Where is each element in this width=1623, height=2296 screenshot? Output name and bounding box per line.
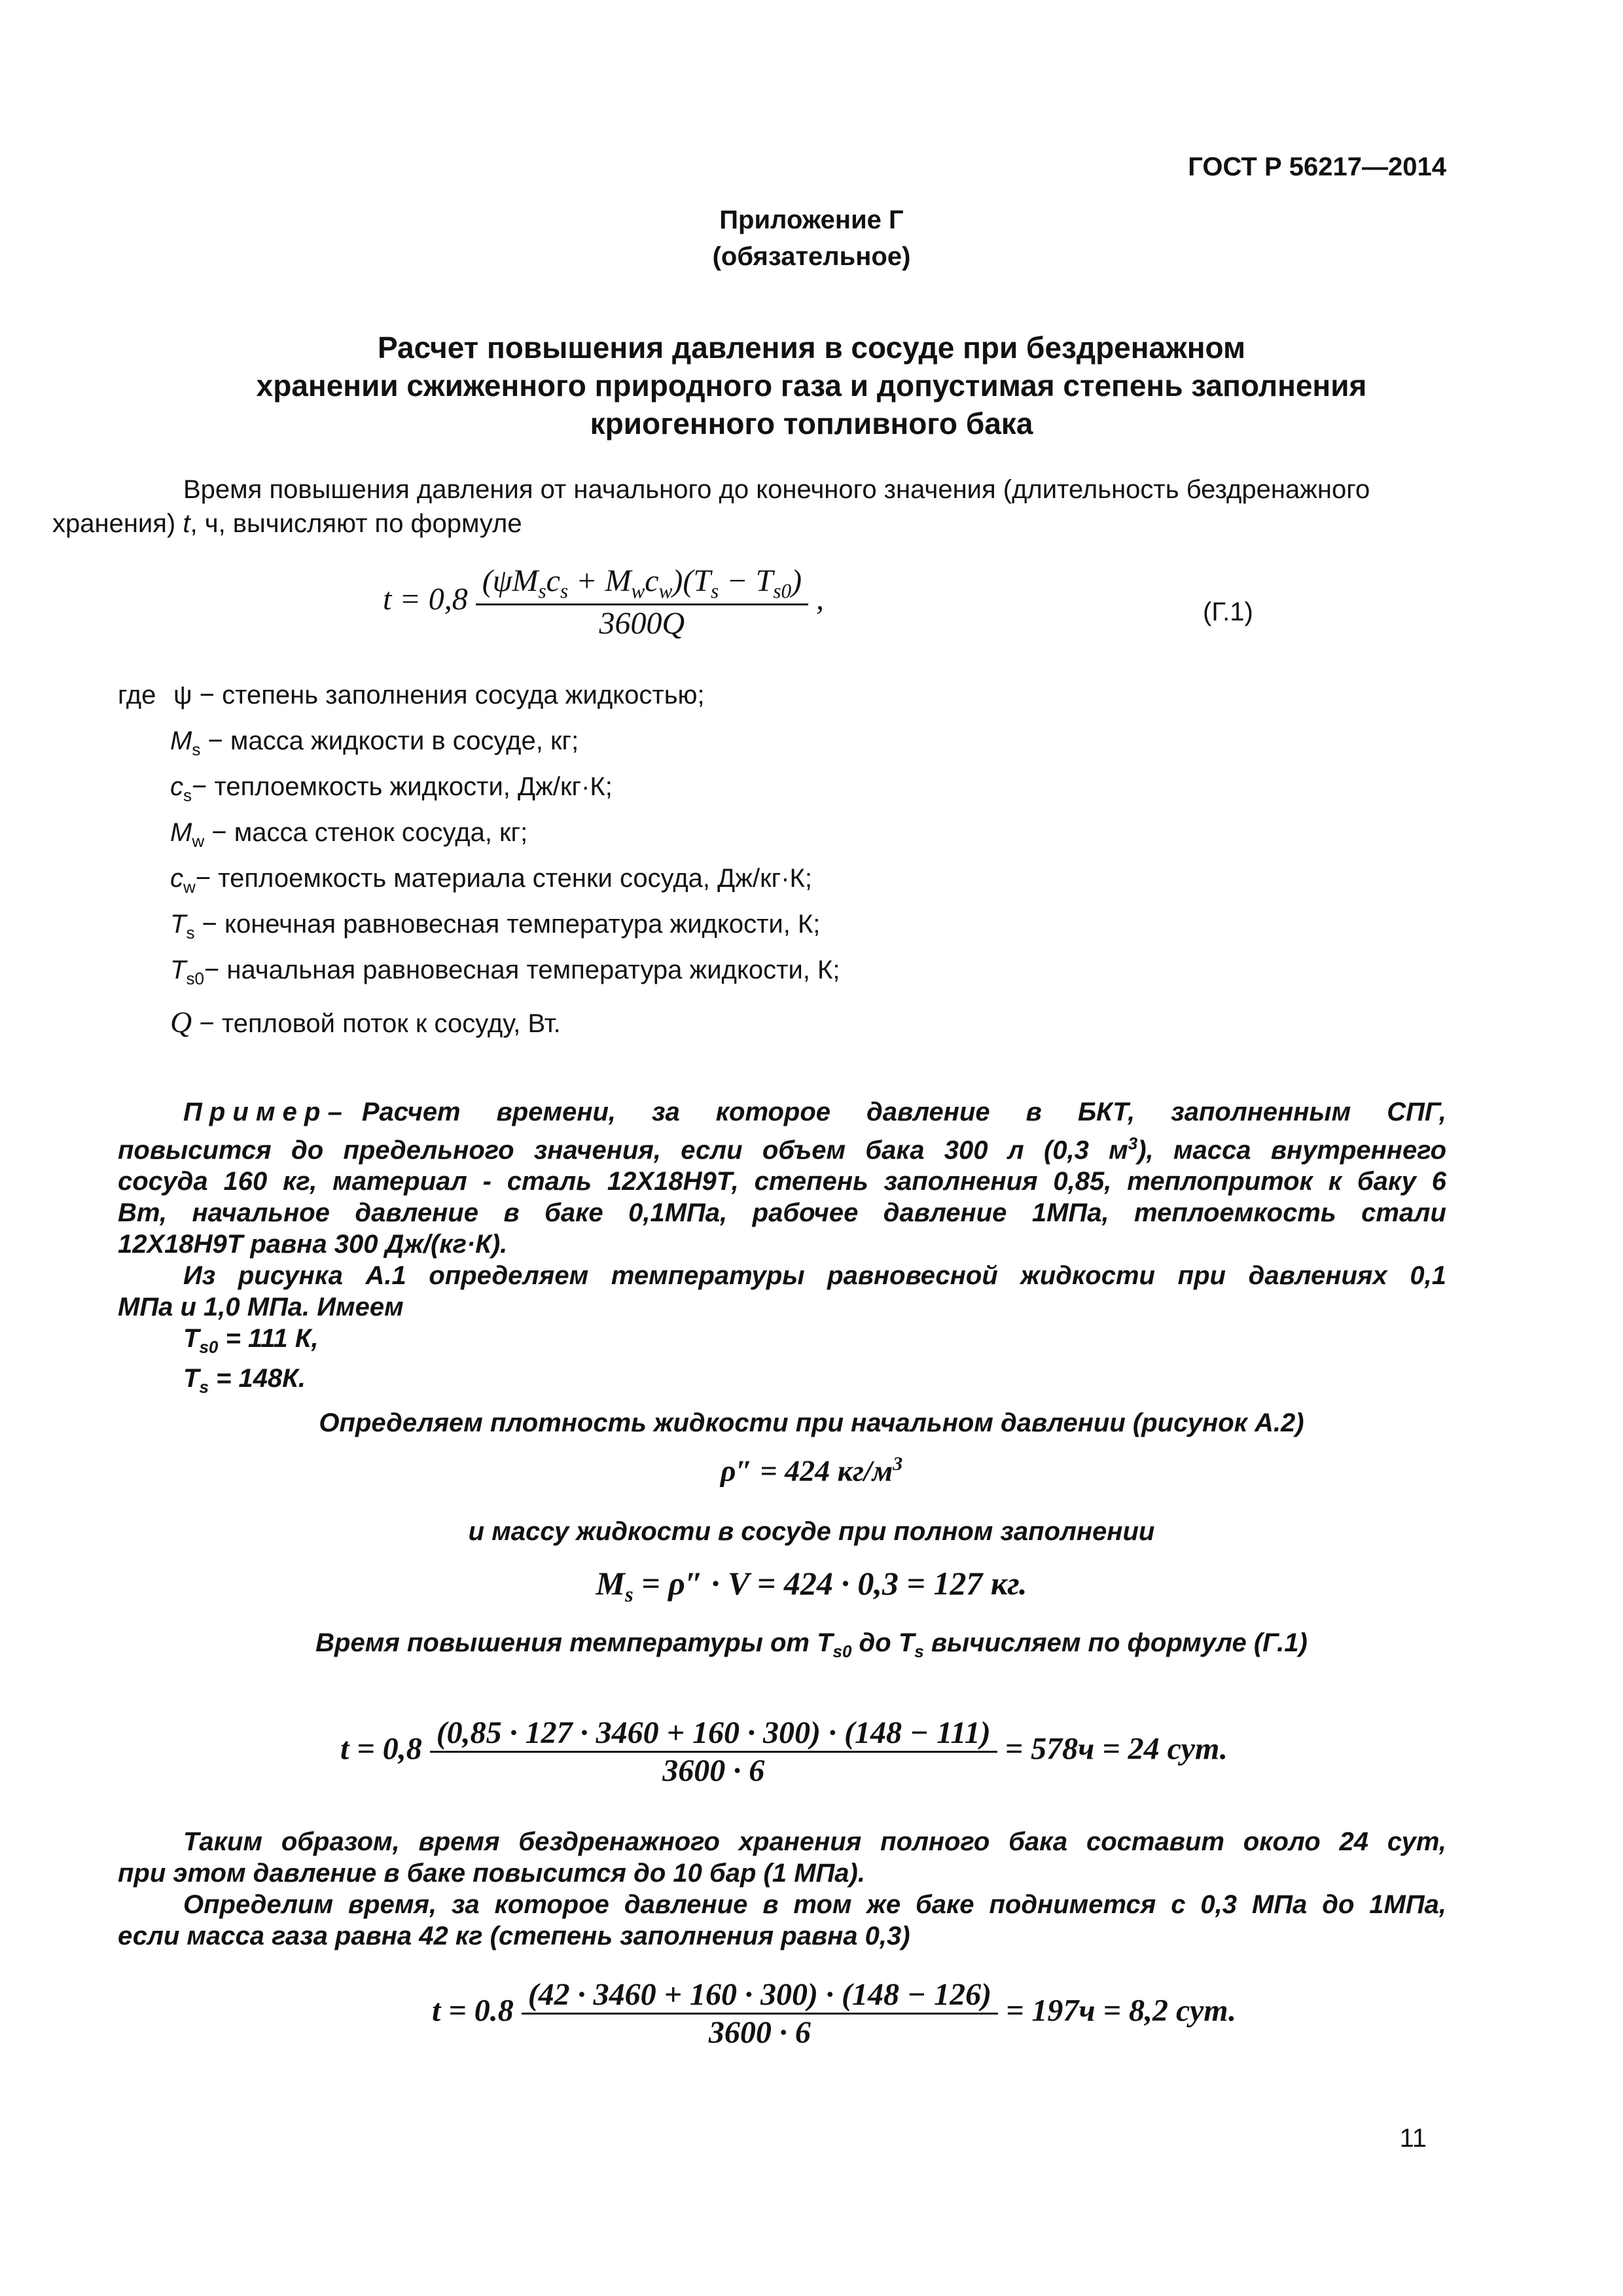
example-line-4: Вт, начальное давление в баке 0,1МПа, рабочее давление 1МПа, теплоемкость стали: [118, 1198, 1446, 1228]
example-line-7: МПа и 1,0 МПа. Имеем: [118, 1293, 404, 1322]
calc1-numerator: (0,85 · 127 · 3460 + 160 · 300) · (148 − 111): [430, 1715, 997, 1753]
calc2-rhs: = 197ч = 8,2 сут.: [1006, 1993, 1237, 2028]
example-ts0: $T_{s0} = 111$ К,: [183, 1324, 319, 1357]
document-title: [118, 329, 1505, 442]
formula-g1-numerator: $(\psi M_sc_s + M_wc_w)(T_s - T_{s0})$: [476, 563, 808, 605]
example-paragraph: [118, 1096, 1446, 1403]
def-q: Q − тепловой поток к сосуду, Вт.: [170, 1005, 561, 1039]
def-ts0: $T_{s0}-$ начальная равновесная температура жидкости, К;: [170, 956, 840, 988]
formula-g1-number: (Г.1): [1203, 598, 1253, 626]
calc1-fraction: [430, 1715, 997, 1789]
density-line: Определяем плотность жидкости при начальном давлении (рисунок А.2): [319, 1408, 1304, 1437]
conclusion-line-2: при этом давление в баке повысится до 10 бар (1 МПа).: [118, 1859, 865, 1888]
example-line-2: повысится до предельного значения, если объем бака 300 л (0,3 $м^3$), масса внутреннего: [118, 1134, 1446, 1165]
appendix-title: Приложение Г: [719, 206, 904, 234]
def-ms: $M_s$ − масса жидкости в сосуде, кг;: [170, 726, 579, 759]
where-word: где: [118, 681, 156, 709]
def-cs: $c_s-$ теплоемкость жидкости, Дж/кг·К;: [170, 772, 613, 805]
mass-line: и массу жидкости в сосуде при полном заполнении: [468, 1517, 1155, 1546]
example-ts: $T_s = 148К$.: [183, 1364, 306, 1397]
calc2-denominator: 3600 · 6: [708, 2015, 811, 2050]
example-line-6: Из рисунка А.1 определяем температуры равновесной жидкости при давлениях 0,1: [183, 1261, 1446, 1291]
mass-formula: $M_s = \rho'' \cdot V = 424 \cdot 0,3 = 127$ кг.: [596, 1565, 1027, 1607]
example-label: П р и м е р –: [183, 1098, 342, 1126]
example-line-5: 12Х18Н9Т равна 300 Дж/(кг·К).: [118, 1230, 508, 1259]
calc1-rhs: = 578ч = 24 сут.: [1005, 1731, 1228, 1767]
example-line-1: Расчет времени, за которое давление в БКТ, заполненным СПГ,: [361, 1098, 1446, 1126]
calc2-lhs: t = 0.8: [432, 1993, 514, 2028]
def-psi: ψ − степень заполнения сосуда жидкостью;: [173, 681, 705, 709]
calc2-formula: [432, 1977, 1236, 2051]
page-number: 11: [1399, 2124, 1427, 2153]
conclusion-line-4: если масса газа равна 42 кг (степень заполнения равна 0,3): [118, 1922, 910, 1950]
intro-line-1: Время повышения давления от начального до конечного значения (длительность бездренажного: [183, 475, 1370, 504]
def-cw: $c_w-$ теплоемкость материала стенки сосуда, Дж/кг·К;: [170, 864, 812, 897]
calc1-denominator: 3600 · 6: [662, 1753, 765, 1788]
calc2-fraction: [522, 1977, 998, 2051]
title-line-2: хранении сжиженного природного газа и допустимая степень заполнения: [256, 368, 1367, 403]
intro-t-symbol: t: [183, 509, 190, 538]
conclusion-line-3: Определим время, за которое давление в том же баке поднимется с 0,3 МПа до 1МПа,: [183, 1890, 1446, 1919]
calc1-formula: [340, 1715, 1228, 1789]
intro-line-2c: , ч, вычисляют по формуле: [190, 509, 522, 538]
conclusion-line-1: Таким образом, время бездренажного хранения полного бака составит около 24 сут,: [183, 1827, 1446, 1856]
density-formula: ρ″ = 424 $кг/м^3$: [720, 1453, 903, 1488]
appendix-heading: [118, 202, 1505, 275]
appendix-status: (обязательное): [712, 242, 911, 271]
conclusion-paragraph: [118, 1826, 1446, 1952]
calc2-numerator: (42 · 3460 + 160 · 300) · (148 − 126): [522, 1977, 998, 2015]
standard-header: ГОСТ Р 56217—2014: [1188, 152, 1446, 181]
intro-paragraph: [52, 473, 1446, 541]
def-ts: $T_s$ − конечная равновесная температура жидкости, К;: [170, 910, 821, 942]
calc1-lhs: t = 0,8: [340, 1731, 422, 1767]
formula-g1-lhs: t = 0,8: [383, 581, 468, 617]
time-line: Время повышения температуры от $T_{s0}$ до $T_s$ вычисляем по формуле (Г.1): [315, 1628, 1308, 1661]
intro-line-2a: хранения): [52, 509, 176, 538]
example-line-3: сосуда 160 кг, материал - сталь 12Х18Н9Т, степень заполнения 0,85, теплоприток к баку 6: [118, 1167, 1446, 1196]
formula-g1-fraction: [476, 563, 808, 641]
formula-g1: t = 0,8 $\frac{(\psi M_sc_s + M_wc_w)(T_s - T_{s0})}{3600Q}$ ,: [383, 564, 825, 641]
title-line-1: Расчет повышения давления в сосуде при бездренажном: [377, 331, 1246, 365]
formula-g1-denominator: 3600Q: [599, 605, 685, 641]
def-mw: $M_w$ − масса стенок сосуда, кг;: [170, 818, 528, 851]
title-line-3: криогенного топливного бака: [590, 406, 1033, 440]
